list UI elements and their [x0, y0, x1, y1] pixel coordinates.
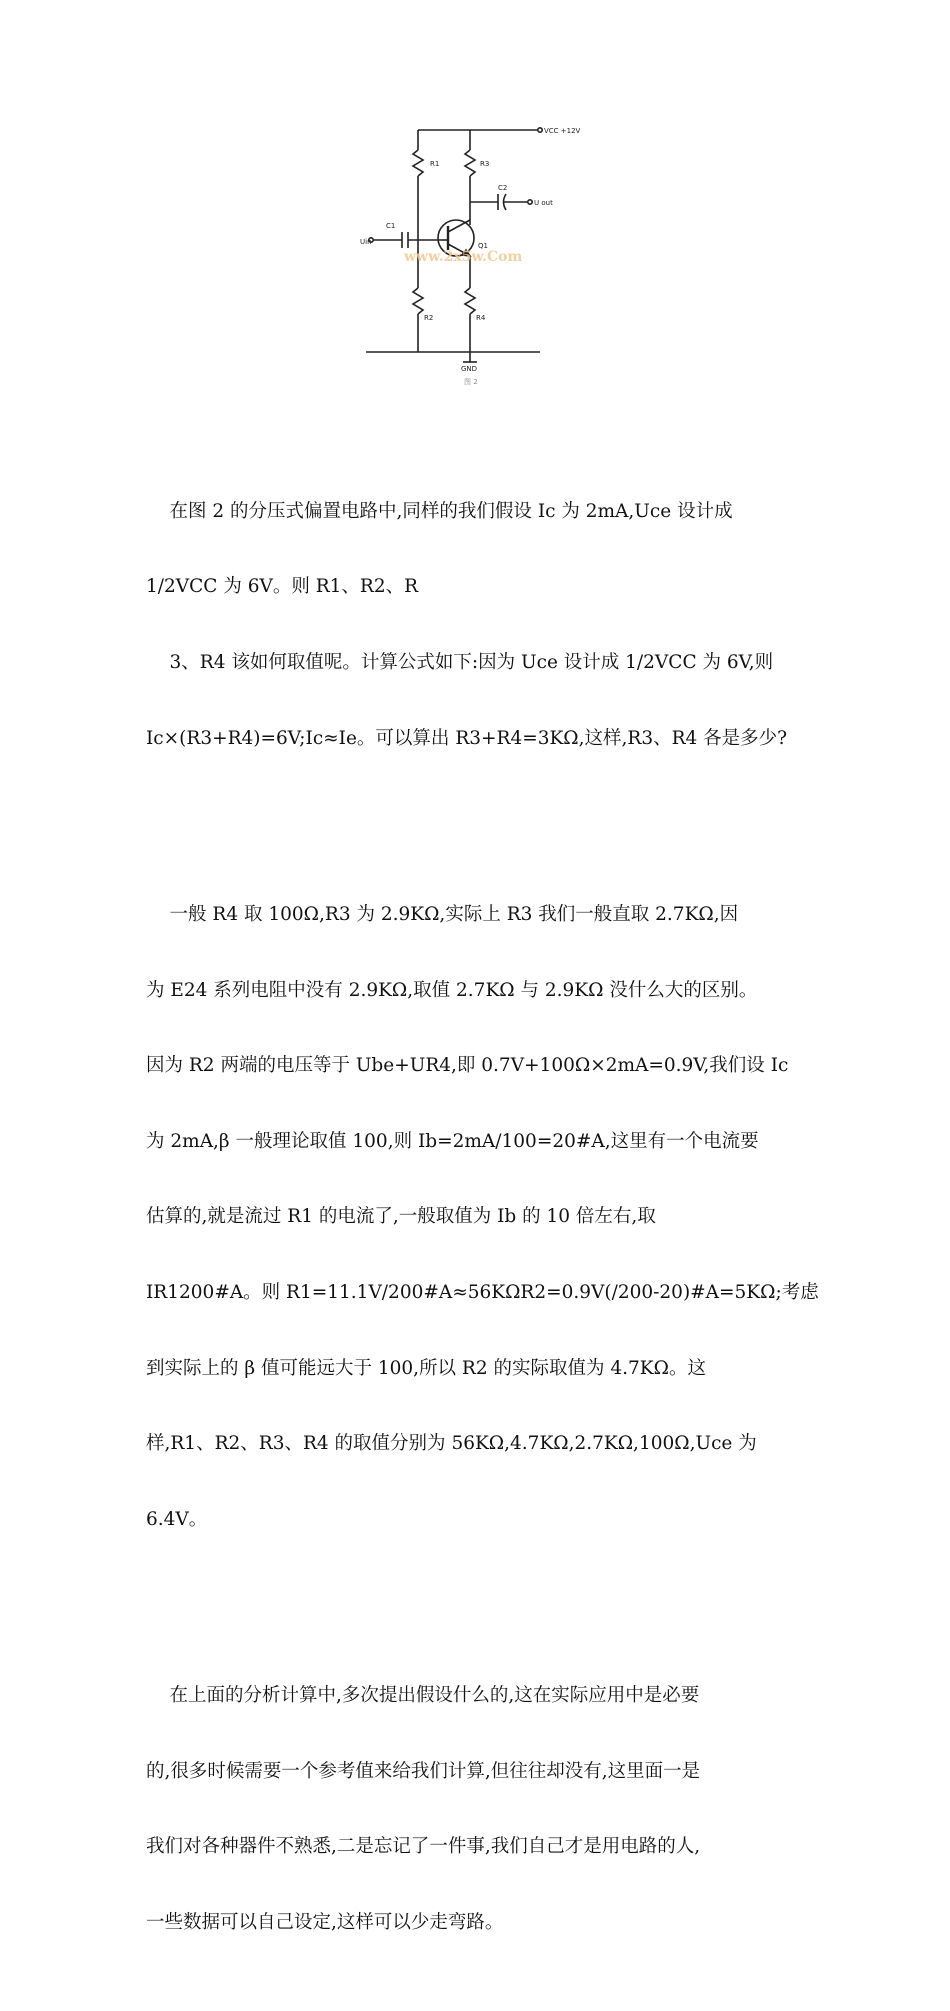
paragraph-3: [146, 1633, 826, 1986]
watermark: www.2x5w.Com: [404, 249, 523, 265]
paragraph-1: [146, 448, 826, 801]
r4-label: R4: [476, 314, 486, 322]
text-line: 为 E24 系列电阻中没有 2.9KΩ,取值 2.7KΩ 与 2.9KΩ 没什么大的区别。: [146, 979, 758, 1001]
text-line: 估算的,就是流过 R1 的电流了,一般取值为 Ib 的 10 倍左右,取: [146, 1206, 656, 1228]
text-line: IR1200#A。则 R1=11.1V/200#A≈56KΩR2=0.9V(/200-20)#A=5KΩ;考虑: [146, 1281, 819, 1303]
c1-label: C1: [386, 222, 396, 230]
r1-label: R1: [430, 160, 440, 168]
text-line: 因为 R2 两端的电压等于 Ube+UR4,即 0.7V+100Ω×2mA=0.9V,我们设 Ic: [146, 1055, 789, 1077]
text-line: 3、R4 该如何取值呢。计算公式如下:因为 Uce 设计成 1/2VCC 为 6V,则: [146, 652, 774, 673]
r2-label: R2: [424, 314, 434, 322]
c2-label: C2: [498, 184, 508, 192]
body-text: [146, 398, 826, 2011]
vcc-label: VCC +12V: [544, 127, 580, 135]
vcc-terminal: [538, 128, 542, 132]
text-line: 的,很多时候需要一个参考值来给我们计算,但往往却没有,这里面一是: [146, 1760, 701, 1782]
figure-caption: 图 2: [464, 378, 478, 386]
text-line: 在图 2 的分压式偏置电路中,同样的我们假设 Ic 为 2mA,Uce 设计成: [146, 500, 733, 522]
text-line: 样,R1、R2、R3、R4 的取值分别为 56KΩ,4.7KΩ,2.7KΩ,100Ω,Uce 为: [146, 1433, 757, 1455]
r3-label: R3: [480, 160, 490, 168]
text-line: Ic×(R3+R4)=6V;Ic≈Ie。可以算出 R3+R4=3KΩ,这样,R3、R4 各是多少?: [146, 727, 788, 749]
uin-label: Uin: [360, 238, 372, 246]
text-line: 到实际上的 β 值可能远大于 100,所以 R2 的实际取值为 4.7KΩ。这: [146, 1357, 706, 1379]
text-line: 为 2mA,β 一般理论取值 100,则 Ib=2mA/100=20#A,这里有一个电流要: [146, 1130, 759, 1152]
r2-resistor: [413, 288, 423, 314]
text-line: 1/2VCC 为 6V。则 R1、R2、R: [146, 576, 419, 598]
uout-terminal: [528, 200, 532, 204]
circuit-svg: [360, 120, 580, 400]
r3-resistor: [465, 150, 475, 176]
r4-resistor: [465, 288, 475, 314]
uout-label: U out: [534, 199, 553, 207]
r1-resistor: [413, 150, 423, 176]
text-line: 一般 R4 取 100Ω,R3 为 2.9KΩ,实际上 R3 我们一般直取 2.7KΩ,因: [146, 904, 739, 925]
text-line: 一些数据可以自己设定,这样可以少走弯路。: [146, 1911, 504, 1933]
circuit-diagram: [360, 120, 580, 400]
q1-label: Q1: [478, 242, 488, 250]
text-line: 我们对各种器件不熟悉,二是忘记了一件事,我们自己才是用电路的人,: [146, 1836, 701, 1858]
text-line: 6.4V。: [146, 1508, 208, 1530]
text-line: 在上面的分析计算中,多次提出假设什么的,这在实际应用中是必要: [146, 1685, 700, 1707]
gnd-label: GND: [461, 365, 478, 373]
paragraph-2: [146, 852, 826, 1583]
